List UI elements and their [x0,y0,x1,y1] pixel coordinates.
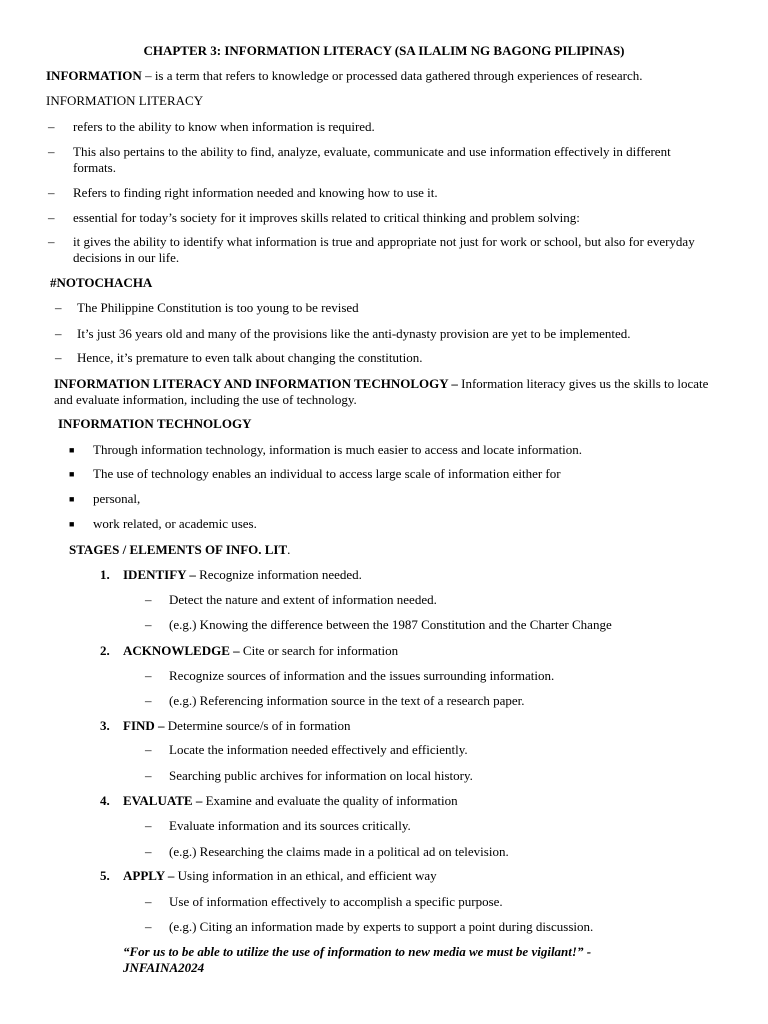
information-definition [46,68,642,84]
list-item: This also pertains to the ability to find, analyze, evaluate, communicate and use information effectively in different formats. [73,144,671,175]
list-item: it gives the ability to identify what information is true and appropriate not just for work or school, but also for everyday decisions in our life. [73,234,695,265]
dash-marker: – [145,768,152,783]
dash-marker: – [55,300,62,315]
dash-marker: – [55,350,62,365]
dash-marker: – [145,693,152,708]
stage-desc: Determine source/s of in formation [164,718,351,733]
il-it-paragraph [54,376,726,408]
list-item: Refers to finding right information needed and knowing how to use it. [73,185,438,200]
stages-heading-period: . [287,542,291,557]
stages-heading-text: STAGES / ELEMENTS OF INFO. LIT [69,542,288,557]
list-item: refers to the ability to know when information is required. [73,119,375,134]
dash-marker: – [55,326,62,341]
stage-title [123,718,350,734]
stage-number: 5. [100,868,110,883]
list-item: work related, or academic uses. [93,516,257,531]
bullet-marker: ■ [69,469,75,479]
list-item: The Philippine Constitution is too young to be revised [77,300,359,315]
dash-marker: – [145,894,152,909]
stage-sub-item: (e.g.) Referencing information source in the text of a research paper. [169,693,525,708]
stage-sub-item: (e.g.) Researching the claims made in a political ad on television. [169,844,509,859]
list-item: personal, [93,491,141,506]
closing-quote: “For us to be able to utilize the use of information to new media we must be vigilant!” - JNFAINA2024 [123,944,592,975]
stage-name: IDENTIFY – [123,567,196,582]
stage-title [123,643,398,659]
il-it-term: INFORMATION LITERACY AND INFORMATION TECHNOLOGY – [54,376,458,391]
dash-marker: – [48,210,55,225]
stage-sub-item: Locate the information needed effectively and efficiently. [169,742,468,757]
list-item: Through information technology, information is much easier to access and locate information. [93,442,583,457]
stage-sub-item: Searching public archives for information on local history. [169,768,473,783]
stage-desc: Using information in an ethical, and efficient way [174,868,437,883]
stage-name: APPLY – [123,868,175,883]
list-item: essential for today’s society for it improves skills related to critical thinking and problem solving: [73,210,580,225]
dash-marker: – [145,919,152,934]
stage-sub-item: Detect the nature and extent of information needed. [169,592,437,607]
it-heading: INFORMATION TECHNOLOGY [58,416,252,431]
stage-title [123,793,458,809]
stage-title [123,868,437,884]
dash-marker: – [145,742,152,757]
dash-marker: – [145,617,152,632]
stage-desc: Examine and evaluate the quality of information [202,793,458,808]
stage-number: 4. [100,793,110,808]
dash-marker: – [48,185,55,200]
dash-marker: – [48,144,55,159]
stage-number: 1. [100,567,110,582]
dash-marker: – [145,818,152,833]
information-text: – is a term that refers to knowledge or processed data gathered through experiences of research. [141,68,643,83]
stage-desc: Cite or search for information [239,643,399,658]
dash-marker: – [48,119,55,134]
bullet-marker: ■ [69,519,75,529]
bullet-marker: ■ [69,494,75,504]
dash-marker: – [48,234,55,249]
stage-number: 2. [100,643,110,658]
stage-name: ACKNOWLEDGE – [123,643,240,658]
stage-desc: Recognize information needed. [195,567,362,582]
stage-sub-item: Use of information effectively to accomplish a specific purpose. [169,894,503,909]
stage-name: FIND – [123,718,165,733]
information-term: INFORMATION [46,68,142,83]
dash-marker: – [145,592,152,607]
info-literacy-heading: INFORMATION LITERACY [46,93,204,108]
dash-marker: – [145,844,152,859]
stage-sub-item: (e.g.) Knowing the difference between the 1987 Constitution and the Charter Change [169,617,612,632]
stage-number: 3. [100,718,110,733]
stage-sub-item: (e.g.) Citing an information made by experts to support a point during discussion. [169,919,594,934]
bullet-marker: ■ [69,445,75,455]
list-item: Hence, it’s premature to even talk about changing the constitution. [77,350,423,365]
stage-sub-item: Evaluate information and its sources critically. [169,818,411,833]
il-it-text: Information literacy gives us the skills to locate and evaluate information, including the use of technology. [54,376,709,407]
dash-marker: – [145,668,152,683]
hashtag-heading: #NOTOCHACHA [50,275,153,290]
list-item: The use of technology enables an individual to access large scale of information either for [93,466,561,481]
stage-title [123,567,362,583]
stage-sub-item: Recognize sources of information and the issues surrounding information. [169,668,555,683]
stages-heading [69,542,290,558]
page-title: CHAPTER 3: INFORMATION LITERACY (SA ILALIM NG BAGONG PILIPINAS) [143,43,625,58]
list-item: It’s just 36 years old and many of the provisions like the anti-dynasty provision are yet to be implemented. [77,326,631,341]
stage-name: EVALUATE – [123,793,203,808]
